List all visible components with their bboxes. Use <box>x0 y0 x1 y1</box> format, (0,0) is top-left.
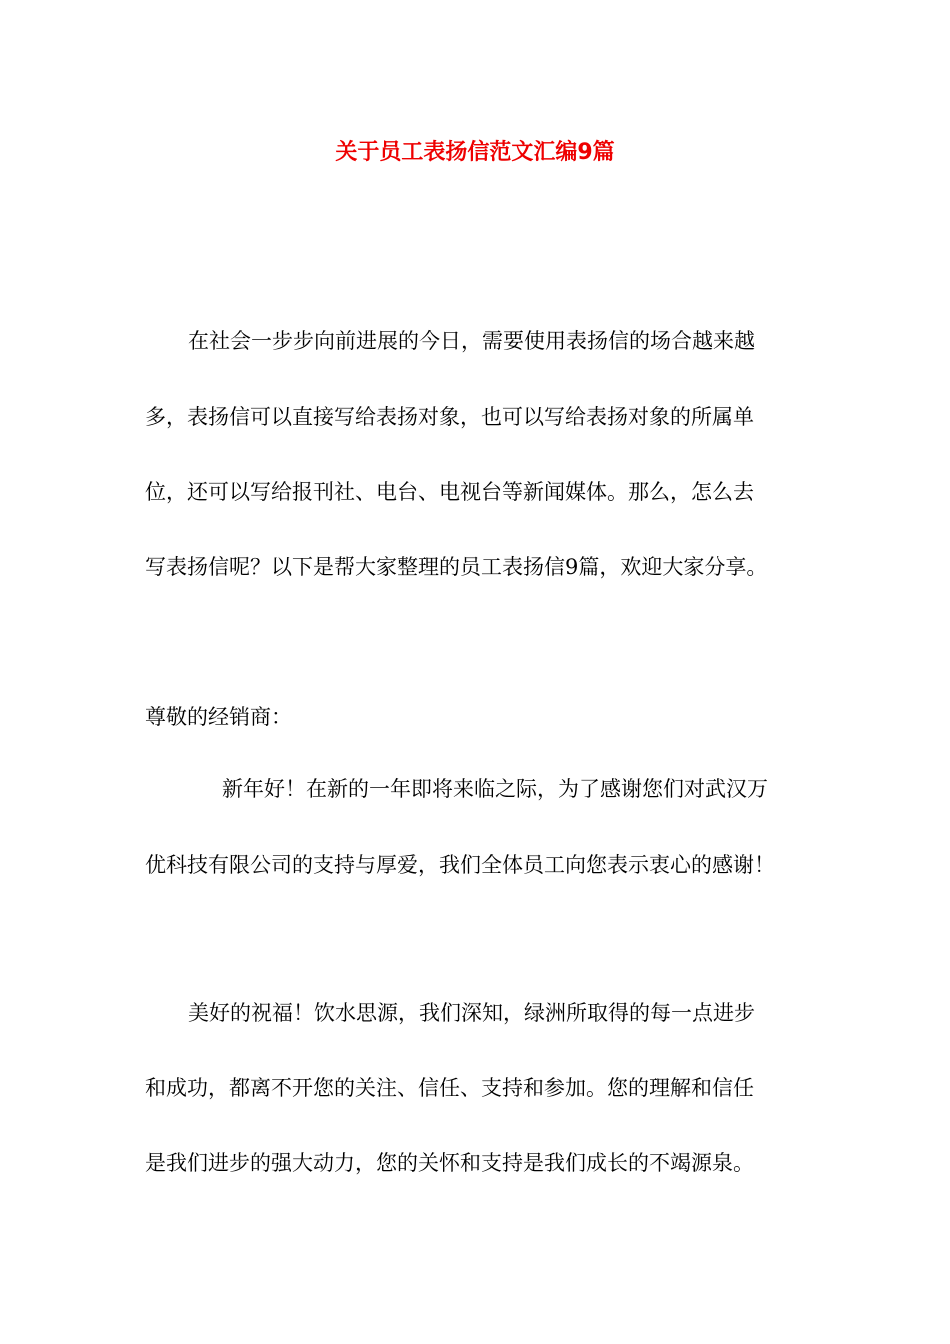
paragraph1-line-2: 优科技有限公司的支持与厚爱，我们全体员工向您表示衷心的感谢！ <box>145 853 775 877</box>
paragraph2-line-2: 和成功，都离不开您的关注、信任、支持和参加。您的理解和信任 <box>145 1076 754 1100</box>
paragraph2-line-1: 美好的祝福！饮水思源，我们深知，绿洲所取得的每一点进步 <box>188 1001 755 1025</box>
salutation: 尊敬的经销商： <box>145 705 292 729</box>
document-title: 关于员工表扬信范文汇编9篇 <box>335 140 615 165</box>
intro-line-2: 多，表扬信可以直接写给表扬对象，也可以写给表扬对象的所属单 <box>145 405 754 429</box>
paragraph2-line-3: 是我们进步的强大动力，您的关怀和支持是我们成长的不竭源泉。 <box>145 1151 754 1175</box>
intro-line-1: 在社会一步步向前进展的今日，需要使用表扬信的场合越来越 <box>188 329 755 353</box>
intro-line-4: 写表扬信呢？以下是帮大家整理的员工表扬信9篇，欢迎大家分享。 <box>145 555 768 579</box>
paragraph1-line-1: 新年好！在新的一年即将来临之际，为了感谢您们对武汉万 <box>222 777 768 801</box>
intro-line-3: 位，还可以写给报刊社、电台、电视台等新闻媒体。那么，怎么去 <box>145 480 754 504</box>
